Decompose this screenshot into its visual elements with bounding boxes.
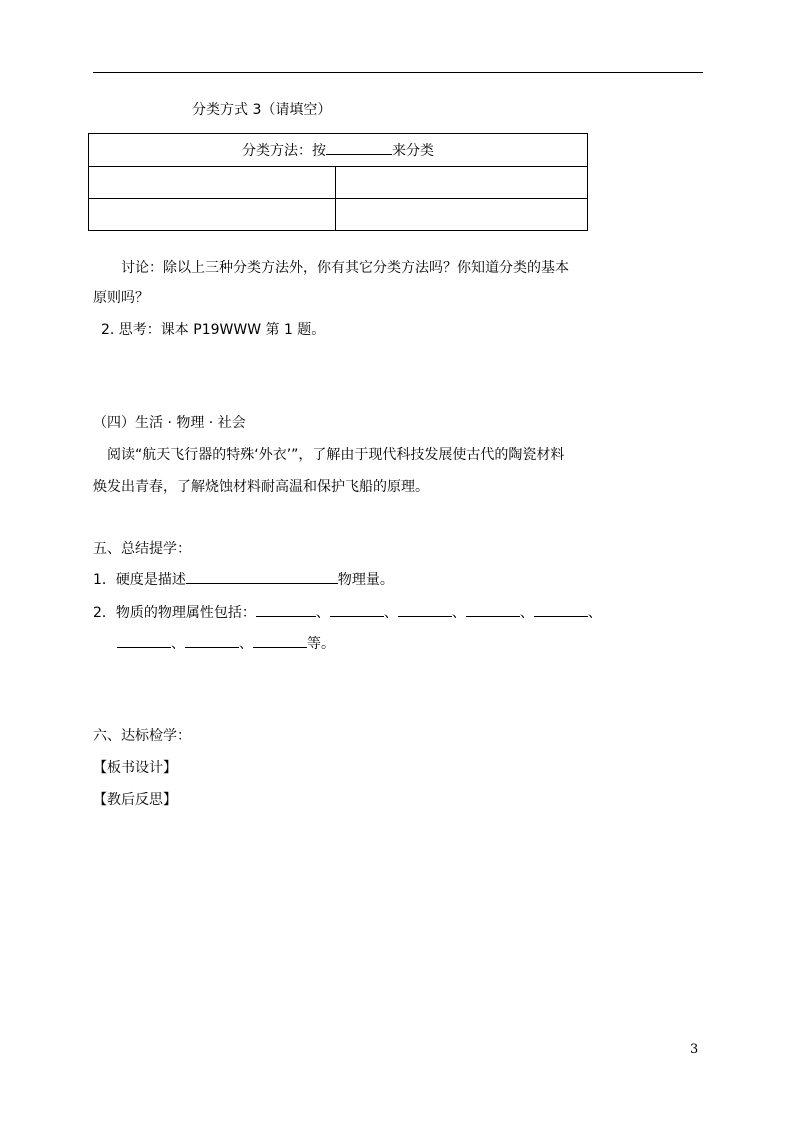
separator: 、	[587, 605, 602, 621]
life-line-2: 焕发出青春，了解烧蚀材料耐高温和保护飞船的原理。	[93, 479, 429, 495]
separator: 、	[451, 605, 466, 621]
separator: 、	[519, 605, 534, 621]
table-header-cell	[89, 134, 588, 167]
table-header-suffix: 来分类	[392, 143, 434, 159]
summary-item-2-prefix: 2．物质的物理属性包括：	[93, 605, 256, 621]
table-cell[interactable]	[89, 199, 336, 231]
page-number: 3	[690, 1042, 699, 1057]
separator: 、	[239, 636, 253, 652]
table-cell[interactable]	[89, 167, 336, 199]
fill-blank[interactable]	[326, 140, 392, 155]
table-row	[89, 167, 588, 199]
fill-blank[interactable]	[185, 633, 239, 648]
fill-blank[interactable]	[253, 633, 307, 648]
table-row	[89, 199, 588, 231]
teaching-reflection-label: 【教后反思】	[93, 792, 177, 808]
summary-end: 等。	[307, 636, 335, 652]
fill-blank[interactable]	[186, 569, 338, 584]
board-design-label: 【板书设计】	[93, 760, 177, 776]
separator: 、	[171, 636, 185, 652]
classify-caption: 分类方式 3（请填空）	[192, 102, 332, 118]
life-line-1: 阅读“航天飞行器的特殊‘外衣’”，了解由于现代科技发展使古代的陶瓷材料	[107, 447, 565, 463]
fill-blank[interactable]	[117, 633, 171, 648]
summary-item-2	[93, 602, 602, 623]
discussion-line-1: 讨论：除以上三种分类方法外，你有其它分类方法吗？你知道分类的基本	[121, 260, 569, 276]
fill-blank[interactable]	[330, 602, 384, 617]
fill-blank[interactable]	[534, 602, 588, 617]
think-question: 2. 思考：课本 P19WWW 第 1 题。	[101, 322, 326, 338]
summary-item-1-prefix: 1．硬度是描述	[93, 572, 186, 588]
separator: 、	[383, 605, 398, 621]
fill-blank[interactable]	[466, 602, 520, 617]
summary-item-2-cont	[117, 633, 335, 654]
summary-item-1	[93, 569, 394, 590]
summary-heading: 五、总结提学：	[93, 541, 191, 557]
table-cell[interactable]	[336, 167, 588, 199]
check-heading: 六、达标检学：	[93, 728, 191, 744]
table-header-prefix: 分类方法：按	[242, 143, 326, 159]
fill-blank[interactable]	[256, 602, 316, 617]
life-heading: （四）生活 · 物理 · 社会	[93, 415, 246, 431]
table-cell[interactable]	[336, 199, 588, 231]
header-rule	[93, 72, 703, 73]
summary-item-1-suffix: 物理量。	[337, 572, 394, 588]
classification-table	[88, 133, 588, 231]
separator: 、	[315, 605, 330, 621]
fill-blank[interactable]	[398, 602, 452, 617]
discussion-line-2: 原则吗？	[93, 290, 149, 306]
